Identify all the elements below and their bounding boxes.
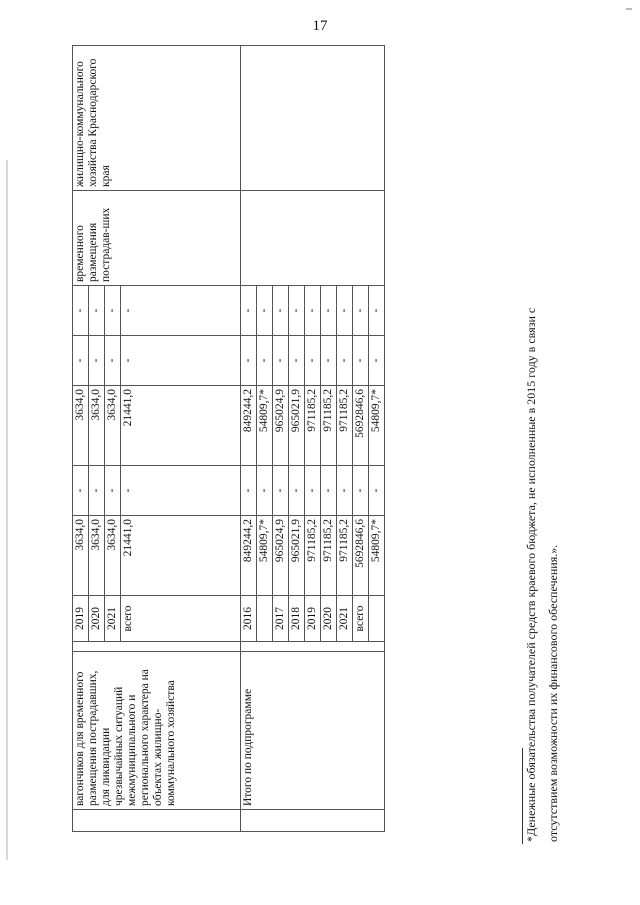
regional-budget-cell: 5692846,6: [353, 386, 369, 466]
total-cell: 965024,9: [273, 516, 289, 596]
federal-budget-cell: -: [289, 466, 305, 516]
status-cell: [73, 642, 241, 652]
local-budget-cell: -: [73, 336, 89, 386]
customer-cell: [241, 46, 385, 191]
local-budget-cell: -: [289, 336, 305, 386]
extrabudget-cell: -: [353, 286, 369, 336]
scan-corner-mark: [626, 8, 632, 10]
extrabudget-cell: -: [273, 286, 289, 336]
extrabudget-cell: -: [305, 286, 321, 336]
year-cell: [369, 596, 385, 642]
subtotal-label-cell: Итого по подпрограмме: [241, 652, 385, 810]
federal-budget-cell: -: [305, 466, 321, 516]
extrabudget-cell: -: [321, 286, 337, 336]
subprogram-financing-table: [72, 45, 385, 832]
regional-budget-cell: 965024,9: [273, 386, 289, 466]
year-cell: 2020: [321, 596, 337, 642]
total-cell: 3634,0: [73, 516, 89, 596]
total-cell: 54809,7*: [369, 516, 385, 596]
local-budget-cell: -: [121, 336, 241, 386]
total-cell: 965021,9: [289, 516, 305, 596]
status-cell: [241, 642, 385, 652]
total-cell: 971185,2: [337, 516, 353, 596]
total-cell: 971185,2: [305, 516, 321, 596]
year-cell: 2016: [241, 596, 257, 642]
local-budget-cell: -: [257, 336, 273, 386]
table-row: [241, 46, 257, 832]
local-budget-cell: -: [105, 336, 121, 386]
local-budget-cell: -: [273, 336, 289, 386]
regional-budget-cell: 3634,0: [105, 386, 121, 466]
event-name-cell: вагончиков для временного размещения пострадавших, для ликвидации чрезвычайных ситуаций межмуниципального и регионального характера на объектах жилищно-коммунального хозяйства: [73, 652, 241, 810]
footnote-line: *Денежные обязательства получателей средств краевого бюджета, не исполненные в 2015 году в связи с: [524, 307, 538, 842]
year-cell: 2020: [89, 596, 105, 642]
regional-budget-cell: 54809,7*: [257, 386, 273, 466]
total-cell: 5692846,6: [353, 516, 369, 596]
federal-budget-cell: -: [73, 466, 89, 516]
scan-edge-mark: [6, 160, 8, 860]
footnote-line: отсутствием возможности их финансового обеспечения.».: [546, 544, 560, 842]
extrabudget-cell: -: [105, 286, 121, 336]
extrabudget-cell: -: [121, 286, 241, 336]
federal-budget-cell: -: [257, 466, 273, 516]
total-cell: 849244,2: [241, 516, 257, 596]
local-budget-cell: -: [321, 336, 337, 386]
total-cell: 21441,0: [121, 516, 241, 596]
year-cell: 2018: [289, 596, 305, 642]
federal-budget-cell: -: [369, 466, 385, 516]
page-number: 17: [312, 18, 328, 34]
extrabudget-cell: -: [73, 286, 89, 336]
regional-budget-cell: 971185,2: [321, 386, 337, 466]
regional-budget-cell: 3634,0: [89, 386, 105, 466]
total-cell: 971185,2: [321, 516, 337, 596]
year-cell: 2019: [305, 596, 321, 642]
total-cell: 54809,7*: [257, 516, 273, 596]
extrabudget-cell: -: [369, 286, 385, 336]
customer-cell: жилищно-коммунального хозяйства Краснодарского края: [73, 46, 241, 191]
federal-budget-cell: -: [241, 466, 257, 516]
extrabudget-cell: -: [89, 286, 105, 336]
result-cell: [241, 191, 385, 286]
year-cell: 2021: [337, 596, 353, 642]
regional-budget-cell: 3634,0: [73, 386, 89, 466]
federal-budget-cell: -: [273, 466, 289, 516]
year-cell: всего: [121, 596, 241, 642]
federal-budget-cell: -: [89, 466, 105, 516]
federal-budget-cell: -: [353, 466, 369, 516]
regional-budget-cell: 971185,2: [337, 386, 353, 466]
extrabudget-cell: -: [337, 286, 353, 336]
year-cell: [257, 596, 273, 642]
regional-budget-cell: 971185,2: [305, 386, 321, 466]
regional-budget-cell: 21441,0: [121, 386, 241, 466]
year-cell: 2021: [105, 596, 121, 642]
extrabudget-cell: -: [241, 286, 257, 336]
local-budget-cell: -: [369, 336, 385, 386]
federal-budget-cell: -: [121, 466, 241, 516]
local-budget-cell: -: [337, 336, 353, 386]
number-cell: [73, 810, 241, 832]
local-budget-cell: -: [353, 336, 369, 386]
federal-budget-cell: -: [105, 466, 121, 516]
total-cell: 3634,0: [89, 516, 105, 596]
regional-budget-cell: 965021,9: [289, 386, 305, 466]
year-cell: 2019: [73, 596, 89, 642]
year-cell: 2017: [273, 596, 289, 642]
local-budget-cell: -: [89, 336, 105, 386]
local-budget-cell: -: [241, 336, 257, 386]
regional-budget-cell: 849244,2: [241, 386, 257, 466]
extrabudget-cell: -: [257, 286, 273, 336]
footnote: [520, 56, 564, 842]
extrabudget-cell: -: [289, 286, 305, 336]
regional-budget-cell: 54809,7*: [369, 386, 385, 466]
year-cell: всего: [353, 596, 369, 642]
local-budget-cell: -: [305, 336, 321, 386]
number-cell: [241, 810, 385, 832]
table-row: [73, 46, 89, 832]
federal-budget-cell: -: [337, 466, 353, 516]
total-cell: 3634,0: [105, 516, 121, 596]
result-cell: временного размещения пострадав-ших: [73, 191, 241, 286]
federal-budget-cell: -: [321, 466, 337, 516]
